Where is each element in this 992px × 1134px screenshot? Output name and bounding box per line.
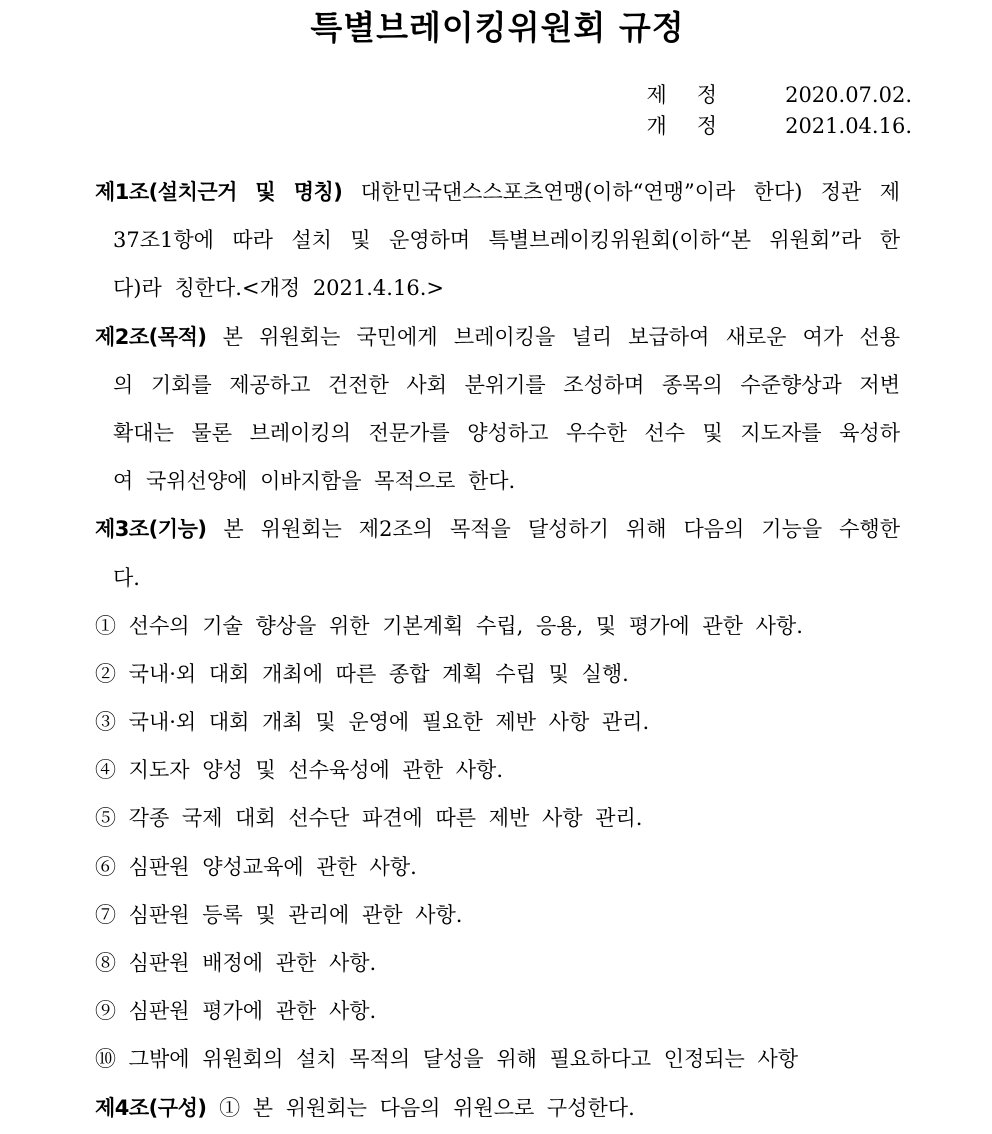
article1-line2: 37조1항에 따라 설치 및 운영하며 특별브레이킹위원회(이하“본 위원회”라 한 [113,228,900,253]
article1-line1 [95,168,900,216]
enactment-row [646,80,912,111]
article3-item-7: ⑦ 심판원 등록 및 관리에 관한 사항. [95,902,463,927]
article3-line1-text: 본 위원회는 제2조의 목적을 달성하기 위해 다음의 기능을 수행한 [206,517,900,542]
article3-item-1: ① 선수의 기술 향상을 위한 기본계획 수립, 응용, 및 평가에 관한 사항. [95,613,803,638]
article3-item-3: ③ 국내·외 대회 개최 및 운영에 필요한 제반 사항 관리. [95,710,650,735]
article3-item-2: ② 국내·외 대회 개최에 따른 종합 계획 수립 및 실행. [95,661,629,686]
regulation-body [95,168,900,1132]
article2-line3: 확대는 물론 브레이킹의 전문가를 양성하고 우수한 선수 및 지도자를 육성하 [113,420,900,445]
article1-heading: 제1조(설치근거 및 명칭) [95,180,343,204]
article3-heading: 제3조(기능) [95,517,207,542]
amendment-row [646,111,912,142]
article2-line2: 의 기회를 제공하고 건전한 사회 분위기를 조성하며 종목의 수준향상과 저변 [113,372,900,397]
article2-line4: 여 국위선양에 이바지함을 목적으로 한다. [113,469,516,494]
article4-line1-text: ① 본 위원회는 다음의 위원으로 구성한다. [206,1095,635,1120]
article2-heading: 제2조(목적) [95,324,207,349]
enactment-label-char2: 정 [696,83,718,107]
article4-heading: 제4조(구성) [95,1095,207,1120]
article3-item-9: ⑨ 심판원 평가에 관한 사항. [95,999,377,1024]
enactment-date: 2020.07.02. [785,83,912,107]
article3-item-10: ⑩ 그밖에 위원회의 설치 목적의 달성을 위해 필요하다고 인정되는 사항 [95,1047,799,1072]
article2-line1 [95,313,900,361]
enactment-label-char1: 제 [646,83,667,107]
article1-line3: 다)라 칭한다.<개정 2021.4.16.> [113,276,444,301]
amendment-date: 2021.04.16. [785,114,912,138]
article1-line1-text: 대한민국댄스스포츠연맹(이하“연맹”이라 한다) 정관 제 [342,180,900,204]
article3-item-5: ⑤ 각종 국제 대회 선수단 파견에 따른 제반 사항 관리. [95,806,643,831]
page-title: 특별브레이킹위원회 규정 [310,8,685,47]
article3-line1 [95,505,900,553]
article3-item-4: ④ 지도자 양성 및 선수육성에 관한 사항. [95,758,504,783]
article2-line1-text: 본 위원회는 국민에게 브레이킹을 널리 보급하여 새로운 여가 선용 [206,324,900,349]
article3-line2: 다. [113,565,140,590]
article3-item-6: ⑥ 심판원 양성교육에 관한 사항. [95,854,417,879]
amendment-label-char2: 정 [696,114,718,138]
article4-line1 [95,1084,900,1132]
revision-history [95,80,912,142]
amendment-label-char1: 개 [646,114,667,138]
article3-item-8: ⑧ 심판원 배정에 관한 사항. [95,951,377,975]
